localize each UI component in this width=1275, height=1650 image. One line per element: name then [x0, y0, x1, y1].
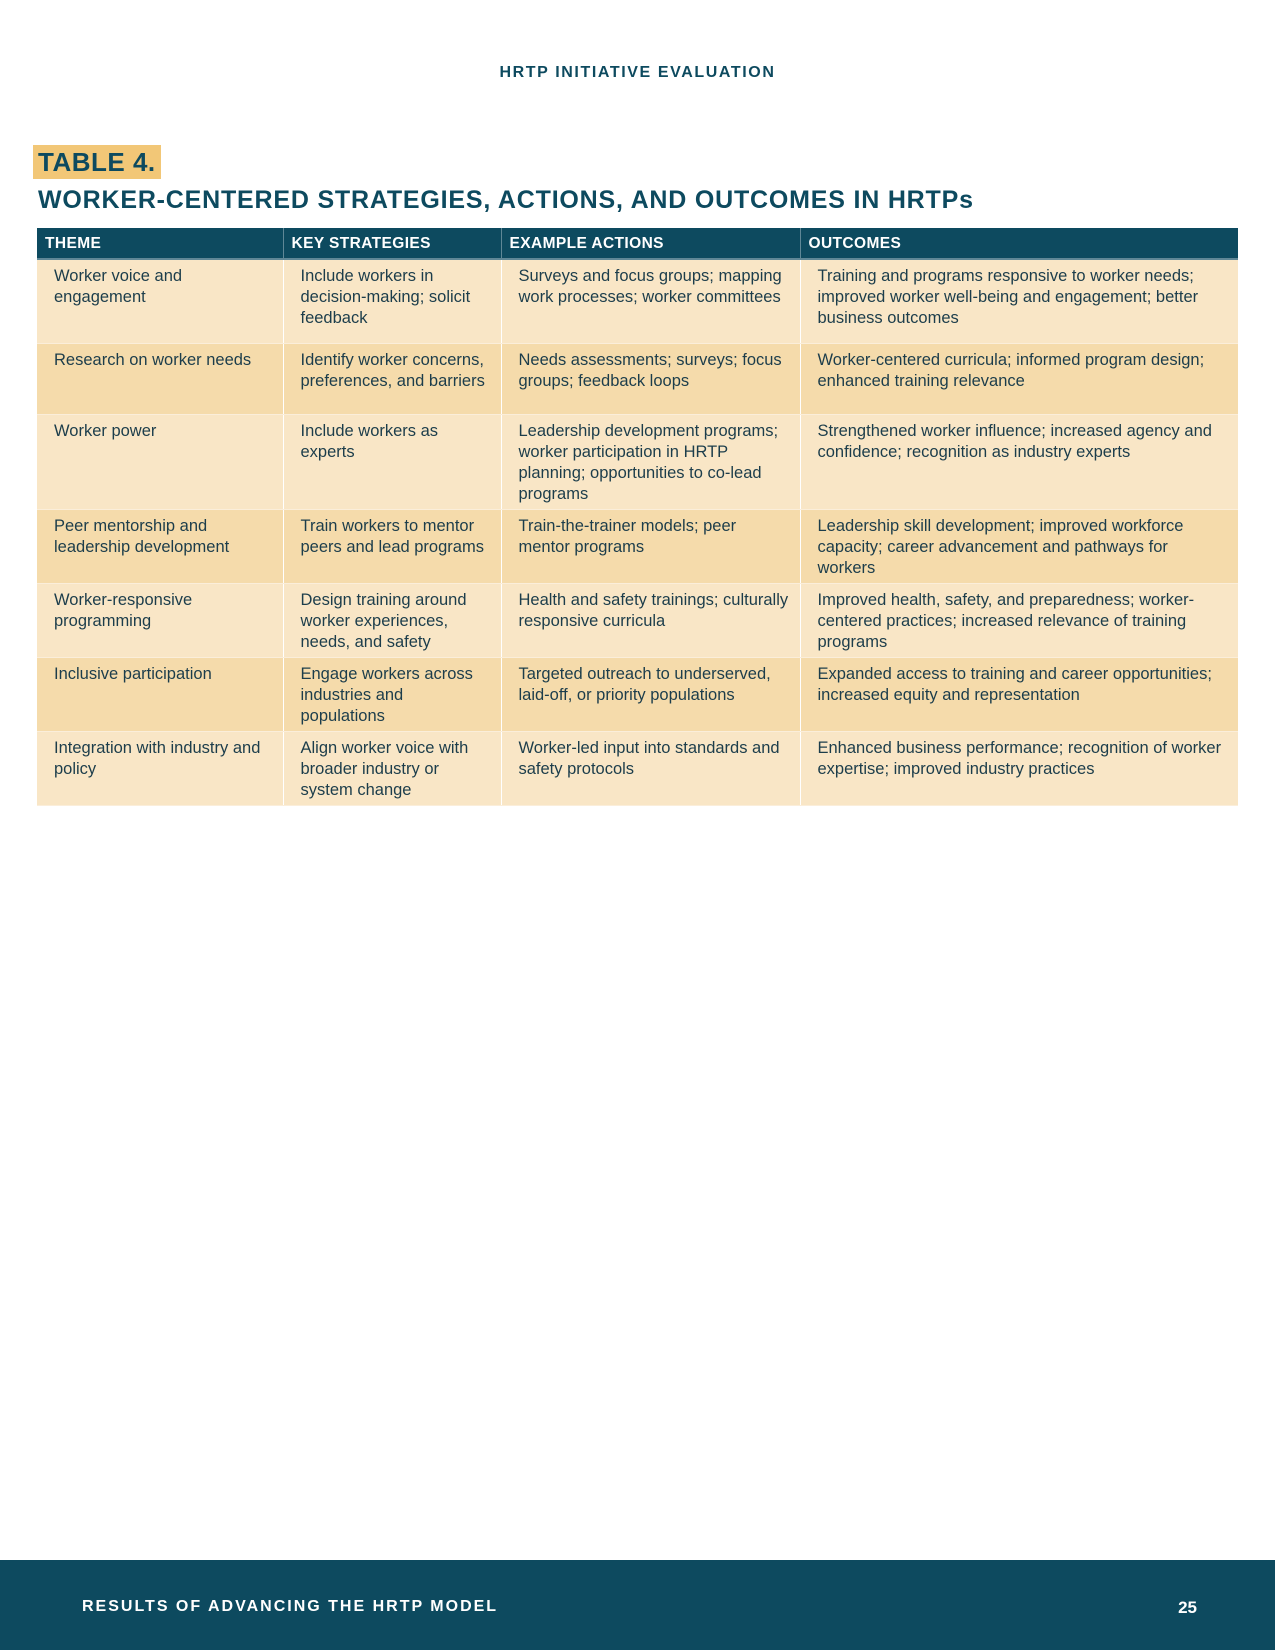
cell-theme: Worker voice and engagement	[37, 259, 283, 343]
cell-theme: Worker power	[37, 414, 283, 509]
cell-theme: Inclusive participation	[37, 657, 283, 731]
cell-outcomes: Leadership skill development; improved workforce capacity; career advancement and pathways for workers	[800, 509, 1238, 583]
column-header-outcomes: OUTCOMES	[800, 228, 1238, 259]
cell-outcomes: Expanded access to training and career opportunities; increased equity and representation	[800, 657, 1238, 731]
cell-key-strategies: Identify worker concerns, preferences, and barriers	[283, 343, 501, 414]
table-row	[37, 657, 1238, 731]
table-row	[37, 414, 1238, 509]
table-row	[37, 583, 1238, 657]
page-number: 25	[1178, 1598, 1197, 1617]
table-title: WORKER-CENTERED STRATEGIES, ACTIONS, AND OUTCOMES IN HRTPs	[38, 186, 974, 214]
cell-example-actions: Train-the-trainer models; peer mentor programs	[501, 509, 800, 583]
table-label: TABLE 4.	[33, 145, 161, 179]
table-row	[37, 259, 1238, 343]
table-row	[37, 509, 1238, 583]
cell-key-strategies: Include workers as experts	[283, 414, 501, 509]
page-footer	[0, 1560, 1275, 1650]
cell-theme: Worker-responsive programming	[37, 583, 283, 657]
table-row	[37, 343, 1238, 414]
cell-key-strategies: Include workers in decision-making; solicit feedback	[283, 259, 501, 343]
cell-example-actions: Health and safety trainings; culturally responsive curricula	[501, 583, 800, 657]
cell-example-actions: Worker-led input into standards and safety protocols	[501, 731, 800, 805]
cell-example-actions: Surveys and focus groups; mapping work processes; worker committees	[501, 259, 800, 343]
footer-section-title: RESULTS OF ADVANCING THE HRTP MODEL	[82, 1598, 499, 1615]
running-head: HRTP INITIATIVE EVALUATION	[499, 64, 776, 81]
cell-example-actions: Leadership development programs; worker participation in HRTP planning; opportunities to co-lead programs	[501, 414, 800, 509]
cell-key-strategies: Engage workers across industries and populations	[283, 657, 501, 731]
cell-outcomes: Worker-centered curricula; informed program design; enhanced training relevance	[800, 343, 1238, 414]
column-header-key-strategies: KEY STRATEGIES	[283, 228, 501, 259]
column-header-theme: THEME	[37, 228, 283, 259]
cell-key-strategies: Align worker voice with broader industry or system change	[283, 731, 501, 805]
cell-example-actions: Targeted outreach to underserved, laid-off, or priority populations	[501, 657, 800, 731]
column-header-example-actions: EXAMPLE ACTIONS	[501, 228, 800, 259]
cell-theme: Peer mentorship and leadership development	[37, 509, 283, 583]
table-header-row	[37, 228, 1238, 259]
strategies-table	[37, 228, 1238, 806]
cell-outcomes: Strengthened worker influence; increased agency and confidence; recognition as industry experts	[800, 414, 1238, 509]
cell-key-strategies: Design training around worker experiences, needs, and safety	[283, 583, 501, 657]
table-row	[37, 731, 1238, 805]
cell-key-strategies: Train workers to mentor peers and lead programs	[283, 509, 501, 583]
cell-outcomes: Improved health, safety, and preparedness; worker-centered practices; increased relevance of training programs	[800, 583, 1238, 657]
cell-theme: Integration with industry and policy	[37, 731, 283, 805]
cell-theme: Research on worker needs	[37, 343, 283, 414]
cell-example-actions: Needs assessments; surveys; focus groups; feedback loops	[501, 343, 800, 414]
cell-outcomes: Training and programs responsive to worker needs; improved worker well-being and engagement; better business outcomes	[800, 259, 1238, 343]
cell-outcomes: Enhanced business performance; recognition of worker expertise; improved industry practices	[800, 731, 1238, 805]
